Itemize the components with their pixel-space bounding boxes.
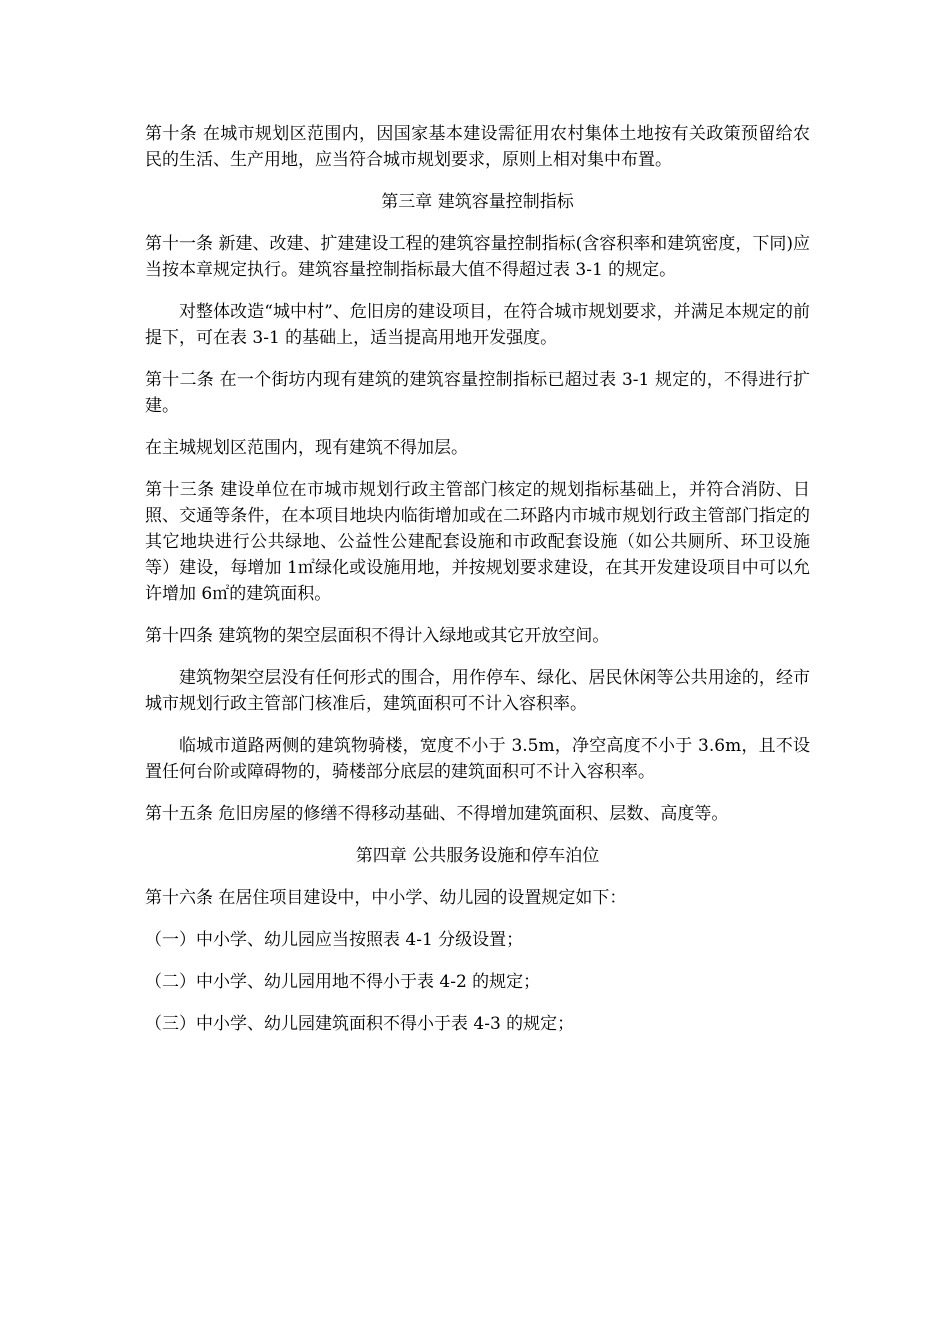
- article-14-paragraph: 第十四条 建筑物的架空层面积不得计入绿地或其它开放空间。: [145, 626, 610, 646]
- chapter-3-heading: 第三章 建筑容量控制指标: [381, 192, 574, 212]
- article-10-paragraph: 第十条 在城市规划区范围内，因国家基本建设需征用农村集体土地按有关政策预留给农民的生活、生产用地，应当符合城市规划要求，原则上相对集中布置。: [145, 124, 810, 170]
- chapter-4-heading: 第四章 公共服务设施和停车泊位: [355, 846, 600, 866]
- document-page: [145, 121, 810, 1053]
- article-15-paragraph: 第十五条 危旧房屋的修缮不得移动基础、不得增加建筑面积、层数、高度等。: [145, 804, 729, 824]
- article-13-paragraph: 第十三条 建设单位在市城市规划行政主管部门核定的规划指标基础上，并符合消防、日照、交通等条件，在本项目地块内临街增加或在二环路内市城市规划行政主管部门指定的其它地块进行公共绿地、公益性公建配套设施和市政配套设施（如公共厕所、环卫设施等）建设，每增加 1㎡绿化或设施用地，并按规划要求建设，在其开发建设项目中可以允许增加 6㎡的建筑面积。: [145, 480, 810, 604]
- article-14-subparagraph-2: 临城市道路两侧的建筑物骑楼，宽度不小于 3.5m，净空高度不小于 3.6m，且不设置任何台阶或障碍物的，骑楼部分底层的建筑面积可不计入容积率。: [145, 736, 810, 782]
- list-item: （一）中小学、幼儿园应当按照表 4-1 分级设置；: [145, 930, 524, 950]
- list-item: （二）中小学、幼儿园用地不得小于表 4-2 的规定；: [145, 972, 541, 992]
- article-12-subparagraph: 在主城规划区范围内，现有建筑不得加层。: [145, 438, 468, 458]
- article-12-paragraph: 第十二条 在一个街坊内现有建筑的建筑容量控制指标已超过表 3-1 规定的，不得进行扩建。: [145, 370, 810, 416]
- article-14-subparagraph-1: 建筑物架空层没有任何形式的围合，用作停车、绿化、居民休闲等公共用途的，经市城市规划行政主管部门核准后，建筑面积可不计入容积率。: [145, 668, 810, 714]
- article-11-subparagraph: 对整体改造“城中村”、危旧房的建设项目，在符合城市规划要求，并满足本规定的前提下，可在表 3-1 的基础上，适当提高用地开发强度。: [145, 302, 810, 348]
- article-16-paragraph: 第十六条 在居住项目建设中，中小学、幼儿园的设置规定如下：: [145, 888, 627, 908]
- article-11-paragraph: 第十一条 新建、改建、扩建建设工程的建筑容量控制指标(含容积率和建筑密度，下同)应当按本章规定执行。建筑容量控制指标最大值不得超过表 3-1 的规定。: [145, 234, 810, 280]
- list-item: （三）中小学、幼儿园建筑面积不得小于表 4-3 的规定；: [145, 1014, 575, 1034]
